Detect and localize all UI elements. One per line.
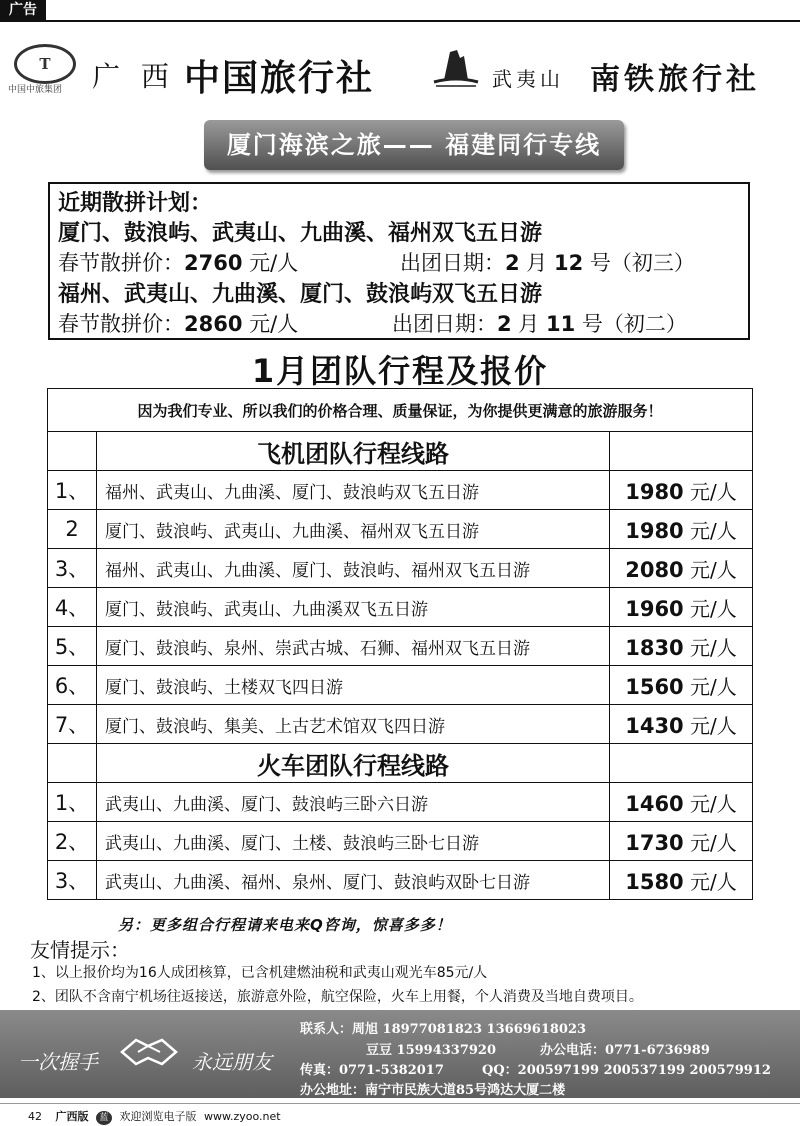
- date-day: 12: [553, 251, 584, 275]
- contact-person-2: 豆豆 15994337920: [366, 1043, 497, 1058]
- price-cell: [610, 510, 753, 549]
- slogan-left: 一次握手: [18, 1050, 98, 1074]
- price-value: 1960: [625, 596, 684, 621]
- date-day: 11: [545, 312, 576, 336]
- price-cell: [610, 822, 753, 861]
- fax: 传真：0771-5382017: [300, 1063, 444, 1078]
- plan-date-1: [400, 247, 695, 277]
- empty-cell: [48, 744, 97, 783]
- main-heading: 1月团队行程及报价: [251, 352, 549, 390]
- top-rule: [0, 20, 800, 22]
- date-month: 2: [497, 312, 512, 336]
- slogan-right: 永远朋友: [192, 1050, 272, 1074]
- route-cell: 厦门、鼓浪屿、集美、上古艺术馆双飞四日游: [97, 705, 610, 744]
- flight-section-title: 飞机团队行程线路: [97, 432, 610, 471]
- row-number: 1、: [48, 783, 97, 822]
- contact-person: 联系人：周旭 18977081823 13669618023: [300, 1022, 587, 1037]
- bottom-rule: [0, 1103, 800, 1104]
- price-label: 春节散拼价：: [58, 312, 184, 336]
- table-row: [48, 861, 753, 900]
- table-row: [48, 705, 753, 744]
- price-value: 2760: [184, 251, 243, 275]
- train-rows: [48, 783, 753, 900]
- price-cell: [610, 666, 753, 705]
- price-unit: 元/人: [683, 518, 737, 543]
- price-unit: 元/人: [683, 791, 737, 816]
- brand2-name: 南铁旅行社: [590, 62, 760, 97]
- row-number: 6、: [48, 666, 97, 705]
- mountain-logo-icon: [430, 44, 482, 92]
- flight-rows: [48, 471, 753, 744]
- office-phone: 办公电话：0771-6736989: [540, 1043, 710, 1058]
- tips-title: 友情提示：: [30, 938, 130, 962]
- row-number: 1、: [48, 471, 97, 510]
- office-address: 办公地址：南宁市民族大道85号鸿达大厦二楼: [300, 1083, 566, 1098]
- price-label: 春节散拼价：: [58, 251, 184, 275]
- empty-cell: [610, 432, 753, 471]
- price-cell: [610, 471, 753, 510]
- price-cell: [610, 705, 753, 744]
- brand2-region: 武夷山: [492, 67, 564, 91]
- handshake-icon: [118, 1030, 180, 1074]
- footnote: 另：更多组合行程请来电来Q咨询，惊喜多多！: [118, 916, 452, 934]
- date-label: 出团日期：: [400, 251, 505, 275]
- table-row: [48, 510, 753, 549]
- cits-logo-icon: [14, 44, 76, 84]
- plan-price-1: [58, 247, 298, 277]
- route-cell: 福州、武夷山、九曲溪、厦门、鼓浪屿、福州双飞五日游: [97, 549, 610, 588]
- edition-badge-icon: 蓝: [96, 1111, 112, 1125]
- date-tail: 号（初二）: [575, 312, 687, 336]
- route-cell: 武夷山、九曲溪、厦门、土楼、鼓浪屿三卧七日游: [97, 822, 610, 861]
- edition: 广西版: [55, 1110, 89, 1123]
- price-unit: 元/人: [683, 869, 737, 894]
- empty-cell: [48, 432, 97, 471]
- table-row: [48, 822, 753, 861]
- tip-item: 1、以上报价均为16人成团核算，已含机建燃油税和武夷山观光车85元/人: [32, 965, 488, 981]
- page-footer: [28, 1108, 281, 1125]
- price-value: 1560: [625, 674, 684, 699]
- train-section-title: 火车团队行程线路: [97, 744, 610, 783]
- table-row: [48, 549, 753, 588]
- qq: QQ：200597199 200537199 200579912: [482, 1063, 771, 1078]
- route-cell: 厦门、鼓浪屿、武夷山、九曲溪双飞五日游: [97, 588, 610, 627]
- table-row: [48, 783, 753, 822]
- row-number: 3、: [48, 549, 97, 588]
- table-row: [48, 627, 753, 666]
- route-cell: 福州、武夷山、九曲溪、厦门、鼓浪屿双飞五日游: [97, 471, 610, 510]
- date-mid: 月: [519, 251, 554, 275]
- price-value: 1460: [625, 791, 684, 816]
- date-tail: 号（初三）: [583, 251, 695, 275]
- date-mid: 月: [511, 312, 546, 336]
- price-value: 1430: [625, 713, 684, 738]
- plan-date-2: [392, 308, 687, 338]
- price-unit: 元/人: [683, 635, 737, 660]
- price-cell: [610, 588, 753, 627]
- price-cell: [610, 549, 753, 588]
- page-number: 42: [28, 1110, 42, 1123]
- table-slogan: 因为我们专业、所以我们的价格合理、质量保证，为你提供更满意的旅游服务！: [48, 389, 753, 432]
- price-cell: [610, 783, 753, 822]
- itinerary-table: [47, 388, 753, 900]
- row-number: 5、: [48, 627, 97, 666]
- brand1-name: 中国旅行社: [184, 57, 375, 99]
- price-value: 2080: [625, 557, 684, 582]
- row-number: 4、: [48, 588, 97, 627]
- empty-cell: [610, 744, 753, 783]
- route-cell: 厦门、鼓浪屿、武夷山、九曲溪、福州双飞五日游: [97, 510, 610, 549]
- price-unit: 元/人: [242, 251, 299, 275]
- price-value: 1730: [625, 830, 684, 855]
- row-number: 2、: [48, 822, 97, 861]
- price-cell: [610, 861, 753, 900]
- price-unit: 元/人: [683, 557, 737, 582]
- ad-tag: 广告: [0, 0, 46, 20]
- route-cell: 武夷山、九曲溪、福州、泉州、厦门、鼓浪屿双卧七日游: [97, 861, 610, 900]
- price-unit: 元/人: [242, 312, 299, 336]
- brand1-region: 广 西: [92, 60, 175, 93]
- logo-mark: T: [39, 55, 51, 73]
- recent-plan-box: [48, 182, 750, 340]
- price-value: 1580: [625, 869, 684, 894]
- tip-item: 2、团队不含南宁机场往返接送，旅游意外险，航空保险，火车上用餐，个人消费及当地自费项目。: [32, 989, 643, 1005]
- price-value: 1830: [625, 635, 684, 660]
- table-row: [48, 588, 753, 627]
- price-cell: [610, 627, 753, 666]
- price-unit: 元/人: [683, 479, 737, 504]
- price-value: 1980: [625, 479, 684, 504]
- route-cell: 厦门、鼓浪屿、土楼双飞四日游: [97, 666, 610, 705]
- route-cell: 武夷山、九曲溪、厦门、鼓浪屿三卧六日游: [97, 783, 610, 822]
- price-unit: 元/人: [683, 674, 737, 699]
- plan-route-2: 福州、武夷山、九曲溪、厦门、鼓浪屿双飞五日游: [58, 282, 543, 307]
- date-month: 2: [505, 251, 520, 275]
- price-unit: 元/人: [683, 830, 737, 855]
- price-value: 1980: [625, 518, 684, 543]
- price-unit: 元/人: [683, 596, 737, 621]
- plan-title: 近期散拼计划：: [58, 191, 213, 216]
- plan-price-2: [58, 308, 298, 338]
- row-number: 3、: [48, 861, 97, 900]
- route-cell: 厦门、鼓浪屿、泉州、崇武古城、石狮、福州双飞五日游: [97, 627, 610, 666]
- footer-text: 欢迎浏览电子版: [119, 1110, 197, 1123]
- row-number: 7、: [48, 705, 97, 744]
- price-value: 2860: [184, 312, 243, 336]
- date-label: 出团日期：: [392, 312, 497, 336]
- table-row: [48, 666, 753, 705]
- banner-title: 厦门海滨之旅—— 福建同行专线: [204, 120, 624, 170]
- price-unit: 元/人: [683, 713, 737, 738]
- footer-url[interactable]: www.zyoo.net: [204, 1110, 281, 1123]
- row-number: 2: [48, 510, 97, 549]
- plan-route-1: 厦门、鼓浪屿、武夷山、九曲溪、福州双飞五日游: [58, 221, 543, 246]
- table-row: [48, 471, 753, 510]
- logo-caption: 中国中旅集团: [8, 85, 63, 95]
